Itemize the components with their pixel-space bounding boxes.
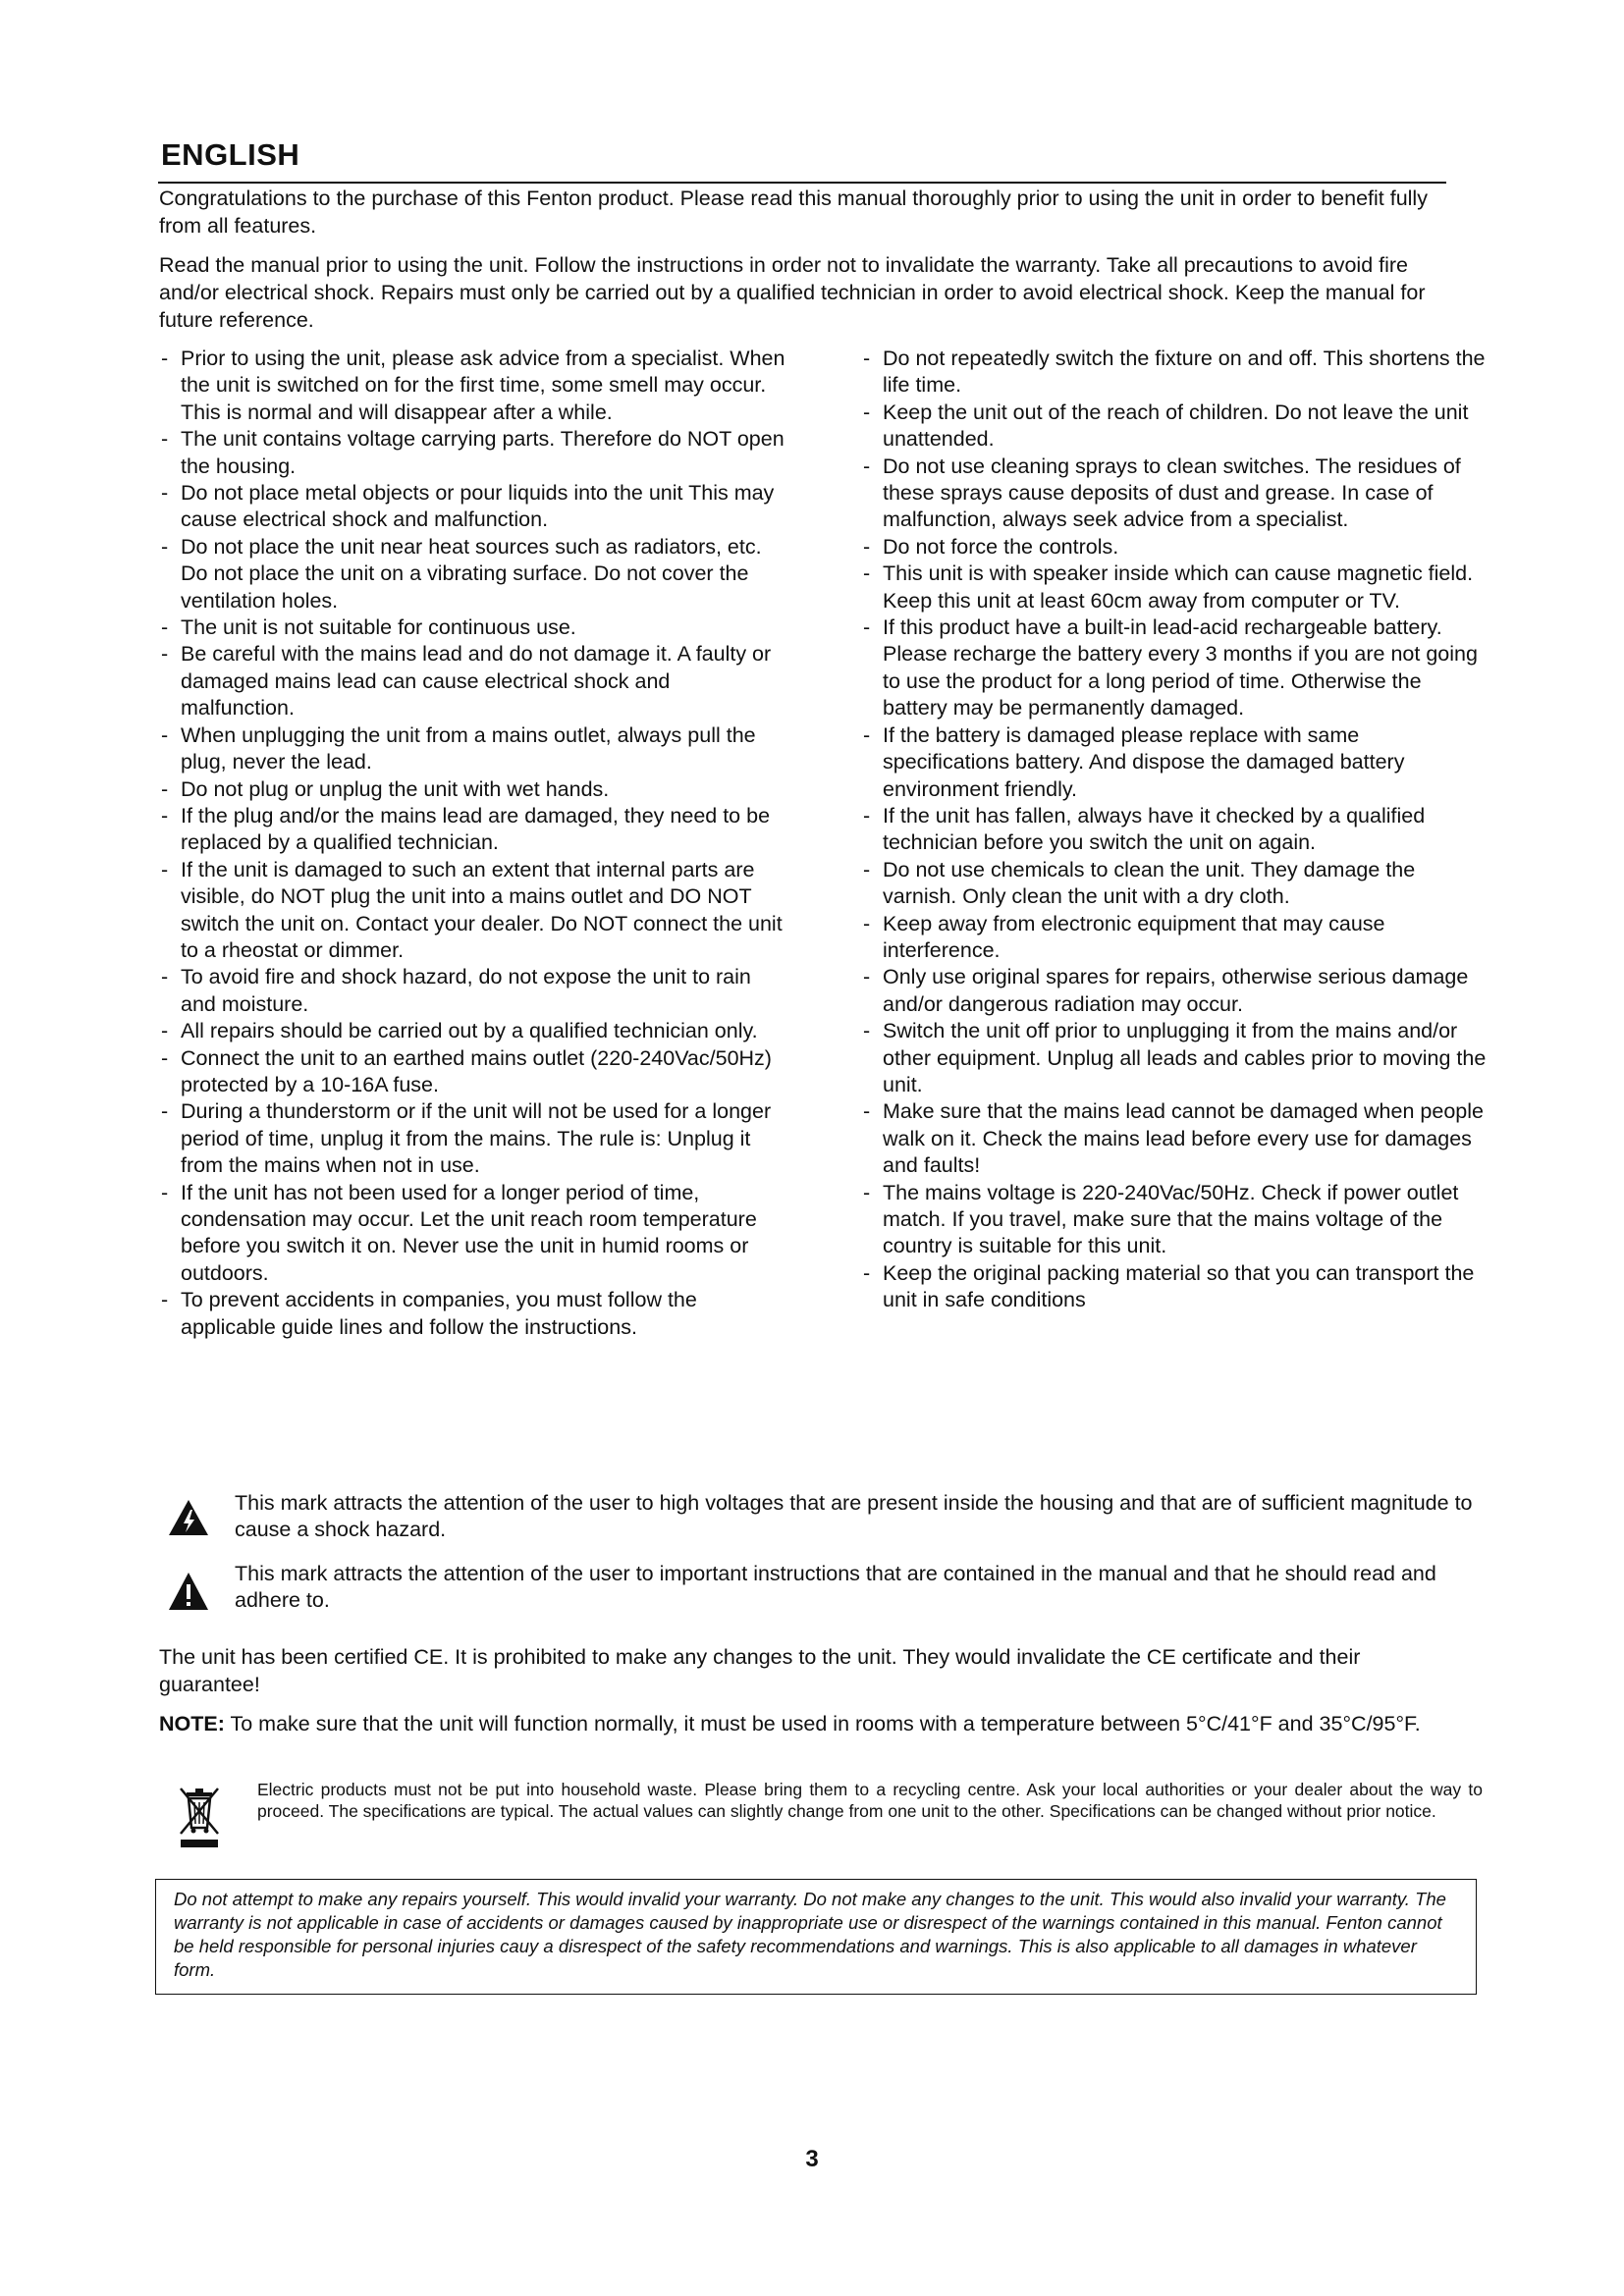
list-item: - Switch the unit off prior to unplugging it from the mains and/or other equipment. Unplug all leads and cables prior to moving the unit. [861, 1018, 1489, 1098]
safety-list-left [159, 346, 787, 1341]
list-item: - Connect the unit to an earthed mains outlet (220-240Vac/50Hz) protected by a 10-16A fuse. [159, 1045, 787, 1099]
intro-paragraph-2: Read the manual prior to using the unit. Follow the instructions in order not to invalidate the warranty. Take all precautions to avoid fire and/or electrical shock. Repairs must only be carried out by a qualified technician in order to avoid electrical shock. Keep the manual for future reference. [159, 253, 1426, 332]
list-item: - If the unit is damaged to such an extent that internal parts are visible, do NOT plug the unit into a mains outlet and DO NOT switch the unit on. Contact your dealer. Do NOT connect the unit to a rheostat or dimmer. [159, 857, 787, 965]
warranty-disclaimer-box [155, 1879, 1477, 1995]
safety-list-right [861, 346, 1489, 1314]
list-item: - Keep away from electronic equipment that may cause interference. [861, 911, 1489, 965]
list-item: - Keep the original packing material so that you can transport the unit in safe conditions [861, 1260, 1489, 1314]
high-voltage-warning-icon [167, 1498, 210, 1544]
list-item: - Keep the unit out of the reach of children. Do not leave the unit unattended. [861, 400, 1489, 454]
list-item: - If the battery is damaged please replace with same specifications battery. And dispose the damaged battery environment friendly. [861, 722, 1489, 803]
list-item: - Do not plug or unplug the unit with wet hands. [159, 776, 787, 803]
crossed-out-bin-icon [177, 1785, 222, 1854]
note-label: NOTE: [159, 1712, 225, 1735]
list-item: - Prior to using the unit, please ask advice from a specialist. When the unit is switched on for the first time, some smell may occur. This is normal and will disappear after a while. [159, 346, 787, 426]
list-item: - To prevent accidents in companies, you must follow the applicable guide lines and follow the instructions. [159, 1287, 787, 1341]
page-number: 3 [805, 2146, 819, 2172]
temperature-note [159, 1710, 1447, 1737]
list-item: - Do not force the controls. [861, 534, 1489, 561]
list-item: - If the unit has fallen, always have it checked by a qualified technician before you switch the unit on again. [861, 803, 1489, 857]
list-item: - When unplugging the unit from a mains outlet, always pull the plug, never the lead. [159, 722, 787, 776]
list-item: - All repairs should be carried out by a qualified technician only. [159, 1018, 787, 1044]
list-item: - Do not place the unit near heat sources such as radiators, etc. Do not place the unit on a vibrating surface. Do not cover the ventilation holes. [159, 534, 787, 614]
page-heading: ENGLISH [161, 137, 300, 172]
list-item: - Only use original spares for repairs, otherwise serious damage and/or dangerous radiation may occur. [861, 964, 1489, 1018]
ce-statement: The unit has been certified CE. It is prohibited to make any changes to the unit. They would invalidate the CE certificate and their guarantee! [159, 1645, 1361, 1696]
list-item: - The unit contains voltage carrying parts. Therefore do NOT open the housing. [159, 426, 787, 480]
list-item: - Be careful with the mains lead and do not damage it. A faulty or damaged mains lead can cause electrical shock and malfunction. [159, 641, 787, 721]
list-item: - This unit is with speaker inside which can cause magnetic field. Keep this unit at least 60cm away from computer or TV. [861, 561, 1489, 614]
list-item: - Make sure that the mains lead cannot be damaged when people walk on it. Check the mains lead before every use for damages and faults! [861, 1098, 1489, 1179]
list-item: - If the plug and/or the mains lead are damaged, they need to be replaced by a qualified technician. [159, 803, 787, 857]
intro-paragraph-1: Congratulations to the purchase of this Fenton product. Please read this manual thoroughly prior to using the unit in order to benefit fully from all features. [159, 187, 1428, 238]
list-item: - Do not use chemicals to clean the unit. They damage the varnish. Only clean the unit with a dry cloth. [861, 857, 1489, 911]
instructions-warning-text: This mark attracts the attention of the user to important instructions that are contained in the manual and that he should read and adhere to. [235, 1562, 1436, 1612]
list-item: - Do not place metal objects or pour liquids into the unit This may cause electrical shock and malfunction. [159, 480, 787, 534]
list-item: - During a thunderstorm or if the unit will not be used for a longer period of time, unplug it from the mains. The rule is: Unplug it from the mains when not in use. [159, 1098, 787, 1179]
list-item: - Do not use cleaning sprays to clean switches. The residues of these sprays cause deposits of dust and grease. In case of malfunction, always seek advice from a specialist. [861, 454, 1489, 534]
note-text: To make sure that the unit will function normally, it must be used in rooms with a temperature between 5°C/41°F and 35°C/95°F. [224, 1712, 1421, 1735]
list-item: - To avoid fire and shock hazard, do not expose the unit to rain and moisture. [159, 964, 787, 1018]
disposal-text: Electric products must not be put into household waste. Please bring them to a recycling centre. Ask your local authorities or your dealer about the way to proceed. The specifications are typical. The actual values can slightly change from one unit to the other. Specifications can be changed without prior notice. [257, 1780, 1483, 1821]
list-item: - If the unit has not been used for a longer period of time, condensation may occur. Let the unit reach room temperature before you switch it on. Never use the unit in humid rooms or outdoors. [159, 1180, 787, 1288]
warranty-disclaimer-text: Do not attempt to make any repairs yourself. This would invalid your warranty. Do not make any changes to the unit. This would also invalid your warranty. The warranty is not applicable in case of accidents or damages caused by inappropriate use or disrespect of the warnings contained in this manual. Fenton cannot be held responsible for personal injuries cauy a disrespect of the safety recommendations and warnings. This is also applicable to all damages in whatever form. [174, 1889, 1446, 1980]
list-item: - Do not repeatedly switch the fixture on and off. This shortens the life time. [861, 346, 1489, 400]
exclamation-warning-icon [167, 1571, 210, 1619]
list-item: - The unit is not suitable for continuous use. [159, 614, 787, 641]
list-item: - If this product have a built-in lead-acid rechargeable battery. Please recharge the battery every 3 months if you are not going to use the product for a long period of time. Otherwise the battery may be permanently damaged. [861, 614, 1489, 722]
voltage-warning-text: This mark attracts the attention of the user to high voltages that are present inside the housing and that are of sufficient magnitude to cause a shock hazard. [235, 1491, 1473, 1541]
list-item: - The mains voltage is 220-240Vac/50Hz. Check if power outlet match. If you travel, make sure that the mains voltage of the country is suitable for this unit. [861, 1180, 1489, 1260]
heading-rule [158, 182, 1446, 184]
